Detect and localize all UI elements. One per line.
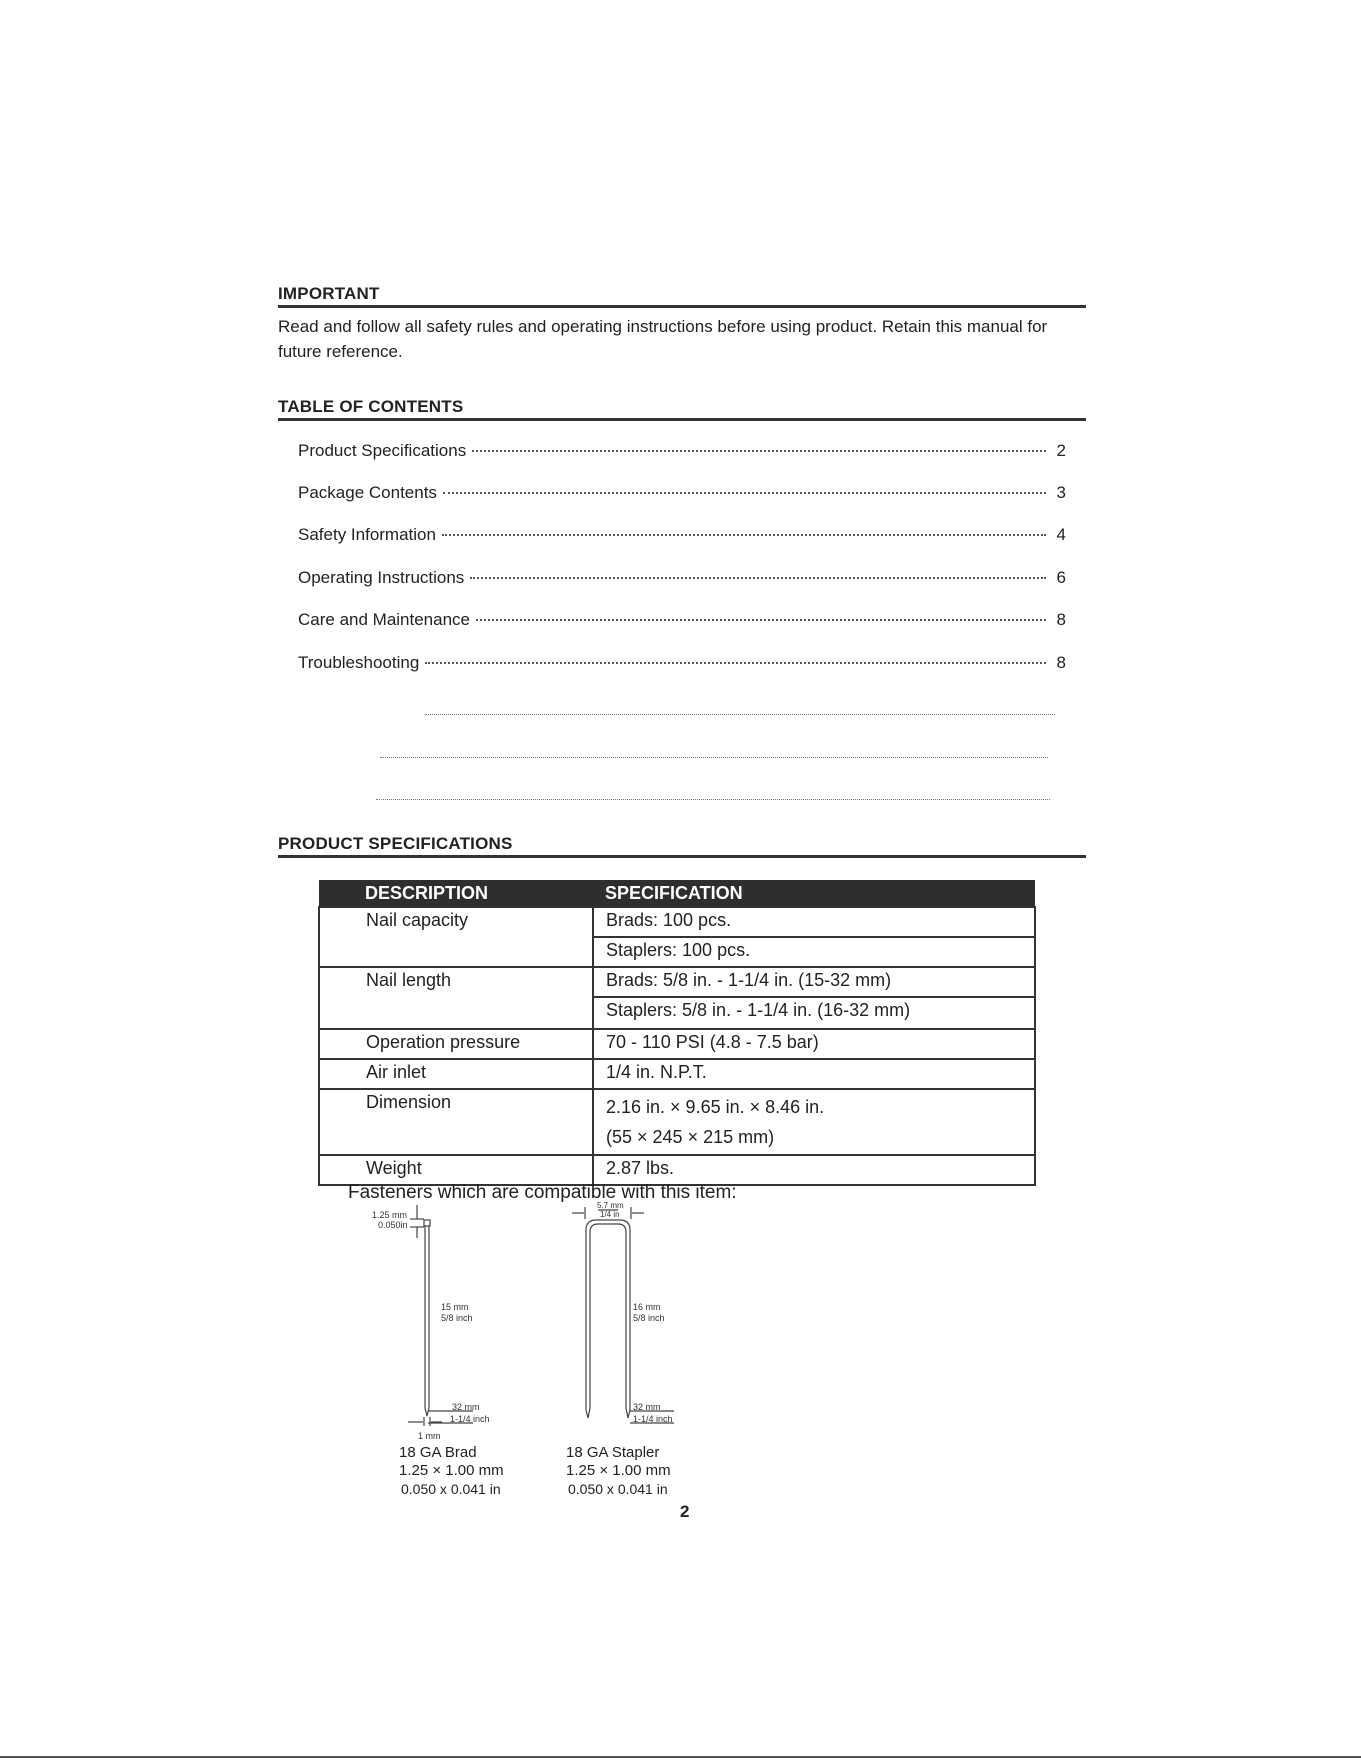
toc-item-page: 2 [1056, 441, 1066, 460]
spec-value: Brads: 100 pcs. [593, 907, 1035, 937]
spec-value: Brads: 5/8 in. - 1-1/4 in. (15-32 mm) [593, 967, 1035, 997]
toc-item-title: Troubleshooting [298, 653, 420, 672]
spec-value: 70 - 110 PSI (4.8 - 7.5 bar) [593, 1029, 1035, 1059]
brad-thickness: 1 mm [418, 1431, 441, 1441]
toc-leader-dots [472, 450, 1046, 452]
brad-name: 18 GA Brad [399, 1444, 477, 1461]
spec-value: Staplers: 5/8 in. - 1-1/4 in. (16-32 mm) [593, 997, 1035, 1029]
spec-description: Dimension [319, 1089, 593, 1155]
toc-item-page: 6 [1056, 568, 1066, 587]
spec-description: Nail capacity [319, 907, 593, 967]
toc-item-care-and-maintenance[interactable] [298, 610, 1066, 634]
blank-leader-line [376, 799, 1050, 800]
spec-table-header [319, 880, 1035, 907]
spec-value-line: 2.16 in. × 9.65 in. × 8.46 in. [606, 1097, 825, 1117]
toc-item-operating-instructions[interactable] [298, 568, 1066, 592]
toc-item-safety-information[interactable] [298, 525, 1066, 549]
toc-item-product-specifications[interactable] [298, 441, 1066, 465]
page-edge-line [0, 1756, 1361, 1758]
toc-item-title: Safety Information [298, 525, 436, 544]
spec-description: Weight [319, 1155, 593, 1185]
toc-item-title: Package Contents [298, 483, 437, 502]
toc-leader-dots [425, 662, 1046, 664]
toc-item-page: 8 [1056, 610, 1066, 629]
toc-item-title: Care and Maintenance [298, 610, 471, 629]
staple-size-in: 0.050 x 0.041 in [568, 1481, 668, 1497]
toc-leader-dots [442, 534, 1046, 536]
page-number: 2 [680, 1502, 690, 1521]
toc-item-page: 4 [1056, 525, 1066, 544]
brad-label [399, 1444, 504, 1498]
spec-value-line: (55 × 245 × 215 mm) [606, 1127, 775, 1147]
fasteners-caption: Fasteners which are compatible with this item: [348, 1182, 737, 1203]
table-row [319, 1059, 1035, 1089]
staple-name: 18 GA Stapler [566, 1444, 660, 1461]
toc-item-title: Operating Instructions [298, 568, 465, 587]
specs-heading: PRODUCT SPECIFICATIONS [278, 834, 1086, 858]
brad-diagram [370, 1200, 520, 1445]
staple-max-len-mm: 32 mm [633, 1402, 661, 1412]
toc-item-page: 3 [1056, 483, 1066, 502]
staple-size-mm: 1.25 × 1.00 mm [566, 1462, 671, 1479]
staple-crown-in: 1/4 in [600, 1210, 620, 1219]
spec-value: 2.87 lbs. [593, 1155, 1035, 1185]
table-row [319, 967, 1035, 997]
toc-item-package-contents[interactable] [298, 483, 1066, 507]
brad-head-mm: 1.25 mm [372, 1210, 408, 1220]
spec-description: Operation pressure [319, 1029, 593, 1059]
toc-leader-dots [476, 619, 1046, 621]
blank-leader-line [380, 757, 1048, 758]
staple-crown-mm: 5.7 mm [597, 1201, 624, 1210]
toc-heading: TABLE OF CONTENTS [278, 397, 1086, 421]
spec-value: Staplers: 100 pcs. [593, 937, 1035, 967]
table-row [319, 1089, 1035, 1155]
spec-description: Nail length [319, 967, 593, 1029]
staple-min-len-mm: 16 mm [633, 1302, 661, 1312]
brad-min-len-mm: 15 mm [441, 1302, 469, 1312]
important-heading: IMPORTANT [278, 284, 1086, 308]
table-row [319, 907, 1035, 937]
brad-size-in: 0.050 x 0.041 in [401, 1481, 501, 1497]
col-specification-header: SPECIFICATION [593, 880, 1035, 907]
col-description-header: DESCRIPTION [319, 880, 593, 907]
blank-leader-line [425, 714, 1055, 715]
toc-leader-dots [443, 492, 1046, 494]
brad-head-in: 0.050in [378, 1220, 408, 1230]
brad-max-len-in: 1-1/4 inch [450, 1414, 490, 1424]
table-row [319, 1029, 1035, 1059]
spec-description: Air inlet [319, 1059, 593, 1089]
important-text: Read and follow all safety rules and operating instructions before using product. Retain this manual for future reference. [278, 317, 1048, 361]
table-row [319, 1155, 1035, 1185]
spec-table [318, 880, 1036, 1186]
brad-max-len-mm: 32 mm [452, 1402, 480, 1412]
spec-value [593, 1089, 1035, 1155]
toc-item-troubleshooting[interactable] [298, 653, 1066, 677]
staple-label [566, 1444, 671, 1498]
toc-item-title: Product Specifications [298, 441, 467, 460]
staple-min-len-in: 5/8 inch [633, 1313, 665, 1323]
brad-min-len-in: 5/8 inch [441, 1313, 473, 1323]
staple-max-len-in: 1-1/4 inch [633, 1414, 673, 1424]
toc-item-page: 8 [1056, 653, 1066, 672]
staple-diagram [560, 1200, 710, 1430]
brad-size-mm: 1.25 × 1.00 mm [399, 1462, 504, 1479]
spec-value: 1/4 in. N.P.T. [593, 1059, 1035, 1089]
toc-leader-dots [470, 577, 1046, 579]
